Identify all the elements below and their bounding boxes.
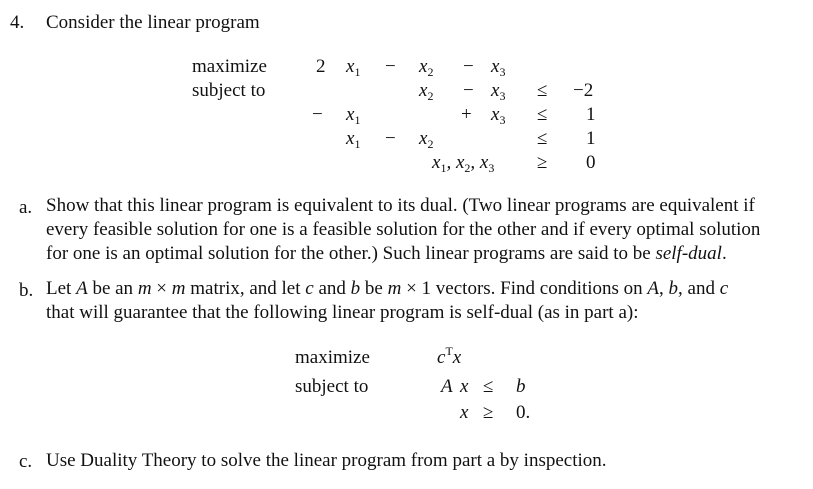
lp2-c1-A: A bbox=[441, 376, 453, 397]
lp1-c2-minus: − bbox=[312, 104, 323, 125]
lp1-obj-minus-1: − bbox=[385, 56, 396, 77]
lp1-c2-x3: $x_3$ bbox=[491, 104, 506, 127]
lp2-subject-to-label: subject to bbox=[295, 376, 369, 397]
part-c-text: Use Duality Theory to solve the linear program from part a by inspection. bbox=[46, 450, 607, 471]
problem-intro: Consider the linear program bbox=[46, 12, 260, 33]
part-b-text bbox=[46, 277, 806, 325]
problem-number: 4. bbox=[10, 12, 25, 33]
lp2-c2-rhs: 0. bbox=[516, 402, 531, 423]
part-a-line-3: for one is an optimal solution for the other.) Such linear programs are said to be self-dual. bbox=[46, 243, 727, 264]
lp1-c1-x3: $x_3$ bbox=[491, 80, 506, 103]
lp1-c3-minus: − bbox=[385, 128, 396, 149]
lp1-obj-minus-2: − bbox=[463, 56, 474, 77]
part-b-label: b. bbox=[19, 280, 34, 301]
lp1-c3-x2: $x_2$ bbox=[419, 128, 434, 151]
self-dual-term: self-dual bbox=[655, 243, 722, 264]
lp1-obj-coef: 2 bbox=[316, 56, 326, 77]
lp1-c2-plus: + bbox=[461, 104, 472, 125]
part-a-line-1: Show that this linear program is equivalent to its dual. (Two linear programs are equivalent if bbox=[46, 195, 755, 216]
lp1-c3-rhs: 1 bbox=[586, 128, 596, 149]
lp1-c2-rhs: 1 bbox=[586, 104, 596, 125]
lp2-c2-rel: ≥ bbox=[483, 402, 494, 423]
lp1-c2-x1: $x_1$ bbox=[346, 104, 361, 127]
part-b-line-1: Let A be an m × m matrix, and let c and b be m × 1 vectors. Find conditions on A, b, and c bbox=[46, 278, 729, 299]
lp2-maximize-label: maximize bbox=[295, 347, 370, 368]
lp2-c2-x: x bbox=[460, 402, 469, 423]
lp1-nonneg-geq: ≥ bbox=[537, 152, 548, 173]
lp1-obj-x3: $x_3$ bbox=[491, 56, 506, 79]
lp1-nonneg-vars: $x_1$, $x_2$, $x_3$ bbox=[432, 152, 495, 175]
lp1-c2-leq: ≤ bbox=[537, 104, 548, 125]
lp1-c1-leq: ≤ bbox=[537, 80, 548, 101]
lp1-c3-x1: $x_1$ bbox=[346, 128, 361, 151]
lp2-objective: $c^Tx$ bbox=[437, 344, 462, 368]
lp1-obj-x1: $x_1$ bbox=[346, 56, 361, 79]
lp1-c1-x2: $x_2$ bbox=[419, 80, 434, 103]
lp2-c1-x: x bbox=[460, 376, 469, 397]
lp1-obj-x2: $x_2$ bbox=[419, 56, 434, 79]
lp1-c1-minus: − bbox=[463, 80, 474, 101]
lp1-c3-leq: ≤ bbox=[537, 128, 548, 149]
lp1-subject-to-label: subject to bbox=[192, 80, 266, 101]
lp1-c1-rhs: −2 bbox=[573, 80, 594, 101]
part-a-text bbox=[46, 194, 806, 266]
part-a-line-2: every feasible solution for one is a feasible solution for the other and if every optimal solution bbox=[46, 219, 761, 240]
part-a-label: a. bbox=[19, 197, 33, 218]
lp2-c1-rel: ≤ bbox=[483, 376, 494, 397]
part-b-line-2: that will guarantee that the following linear program is self-dual (as in part a): bbox=[46, 302, 639, 323]
lp1-nonneg-rhs: 0 bbox=[586, 152, 596, 173]
lp1-maximize-label: maximize bbox=[192, 56, 267, 77]
lp2-c1-rhs: b bbox=[516, 376, 526, 397]
part-c-label: c. bbox=[19, 451, 33, 472]
